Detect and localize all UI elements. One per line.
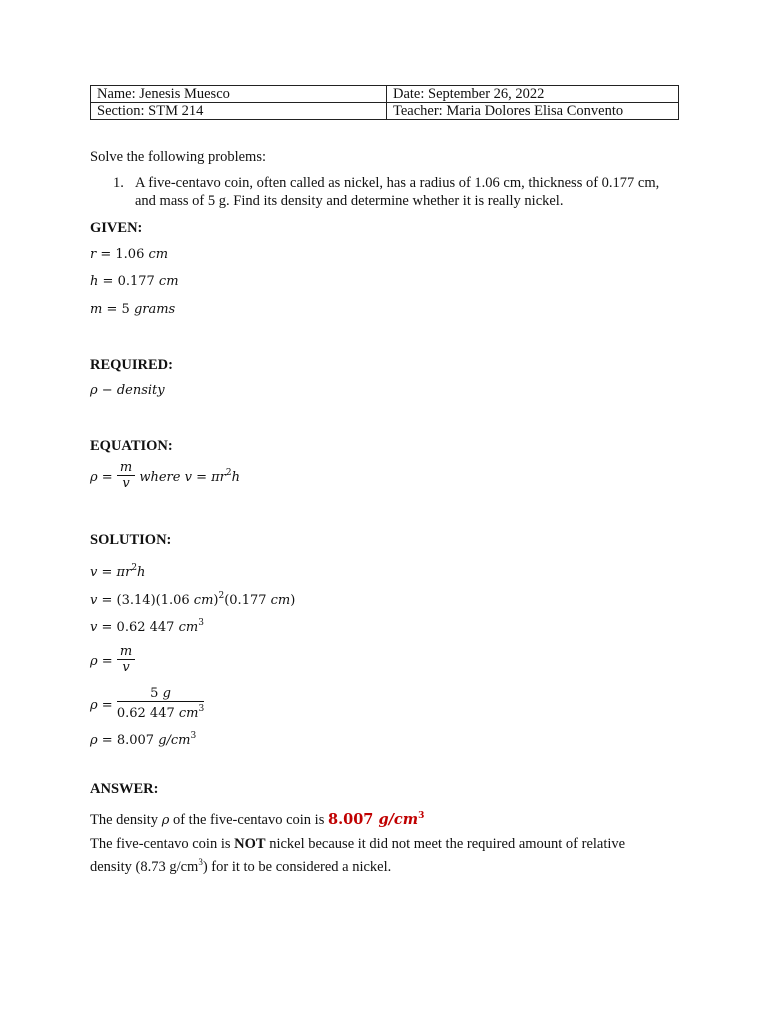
- given-thickness: h = 0.177 cm: [90, 274, 179, 289]
- solution-line-3: v = 0.62 447 $cm^3$: [90, 618, 204, 635]
- solution-line-4: ρ = $\frac{m}{v}$: [90, 646, 135, 677]
- solution-heading: SOLUTION:: [90, 532, 172, 548]
- given-heading: GIVEN:: [90, 220, 143, 236]
- answer-heading: ANSWER:: [90, 781, 159, 797]
- problem-number: 1.: [113, 175, 124, 191]
- given-radius: r = 1.06 cm: [90, 247, 169, 262]
- problem-line-1: A five-centavo coin, often called as nickel, has a radius of 1.06 cm, thickness of 0.177 cm,: [135, 175, 660, 191]
- answer-line-2: The five-centavo coin is NOT nickel because it did not meet the required amount of relative: [90, 836, 626, 852]
- equation-formula: ρ = $\frac{m}{v}$ where $v = \pi r^2h$: [90, 460, 240, 491]
- student-info-table: [90, 85, 679, 120]
- name-cell: Name: Jenesis Muesco: [91, 86, 387, 103]
- answer-value: 8.007 $g/cm^3$: [327, 811, 425, 828]
- solution-line-2: v = (3.14)(1.06 cm)$^2$(0.177 cm): [90, 591, 296, 608]
- required-heading: REQUIRED:: [90, 357, 173, 373]
- answer-line-3: density (8.73 $g/cm^3$) for it to be considered a nickel.: [90, 857, 392, 875]
- solution-line-1: $v = \pi r^2h$: [90, 563, 146, 580]
- equation-heading: EQUATION:: [90, 438, 173, 454]
- date-cell: Date: September 26, 2022: [387, 86, 679, 103]
- section-cell: Section: STM 214: [91, 103, 387, 120]
- required-density: ρ − density: [90, 383, 165, 398]
- teacher-cell: Teacher: Maria Dolores Elisa Convento: [387, 103, 679, 120]
- solution-line-5: ρ = $\frac{5 g}{0.62 447 cm^3}$: [90, 686, 205, 721]
- intro-text: Solve the following problems:: [90, 149, 266, 165]
- solution-line-6: ρ = 8.007 $g/cm^3$: [90, 731, 197, 748]
- problem-line-2: and mass of 5 g. Find its density and determine whether it is really nickel.: [135, 193, 564, 209]
- answer-line-1: The density ρ of the five-centavo coin is 8.007 $g/cm^3$: [90, 811, 425, 828]
- given-mass: m = 5 grams: [90, 302, 176, 317]
